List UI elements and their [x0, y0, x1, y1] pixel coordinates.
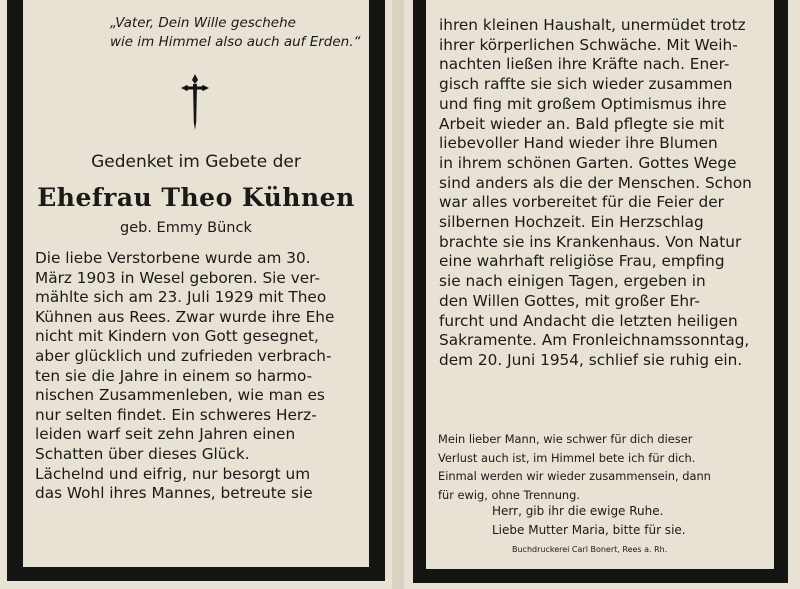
- right-mourning-border-bottom: [413, 569, 788, 583]
- text-line: Herr, gib ihr die ewige Ruhe.: [492, 504, 664, 518]
- text-line: dem 20. Juni 1954, schlief sie ruhig ein.: [439, 350, 743, 369]
- text-line: sind anders als die der Menschen. Schon: [439, 173, 752, 192]
- text-line: war alles vorbereitet für die Feier der: [439, 193, 724, 212]
- text-line: Liebe Mutter Maria, bitte für sie.: [492, 522, 686, 537]
- text-line: liebevoller Hand wieder ihre Blumen: [439, 134, 718, 153]
- text-line: nachten ließen ihre Kräfte nach. Ener-: [439, 55, 730, 74]
- farewell-message: [438, 430, 711, 504]
- text-line: nicht mit Kindern von Gott gesegnet,: [35, 327, 319, 346]
- text-line: für ewig, ohne Trennung.: [438, 487, 580, 502]
- text-line: nur selten findet. Ein schweres Herz-: [35, 405, 317, 424]
- text-line: Arbeit wieder an. Bald pflegte sie mit: [439, 114, 725, 133]
- text-line: Verlust auch ist, im Himmel bete ich für dich.: [438, 450, 696, 465]
- card-fold: [392, 0, 404, 589]
- left-mourning-border-left: [7, 0, 23, 581]
- text-line: März 1903 in Wesel geboren. Sie ver-: [35, 268, 320, 287]
- right-biography-text: [439, 16, 752, 371]
- left-mourning-border-bottom: [7, 567, 385, 581]
- text-line: ten sie die Jahre in einem so harmo-: [35, 366, 313, 385]
- text-line: Kühnen aus Rees. Zwar wurde ihre Ehe: [35, 307, 335, 326]
- text-line: Einmal werden wir wieder zusammensein, dann: [438, 469, 711, 483]
- closing-prayer: [492, 502, 686, 539]
- text-line: das Wohl ihres Mannes, betreute sie: [35, 484, 313, 503]
- text-line: eine wahrhaft religiöse Frau, empfing: [439, 252, 725, 271]
- text-line: aber glücklich und zufrieden verbrach-: [35, 346, 332, 365]
- right-mourning-border-left: [413, 0, 426, 581]
- text-line: furcht und Andacht die letzten heiligen: [439, 311, 738, 330]
- text-line: ihren kleinen Haushalt, unermüdet trotz: [439, 16, 746, 34]
- text-line: gisch raffte sie sich wieder zusammen: [439, 75, 733, 94]
- text-line: Mein lieber Mann, wie schwer für dich dieser: [438, 432, 693, 446]
- bible-motto: [110, 14, 361, 52]
- text-line: Lächelnd und eifrig, nur besorgt um: [35, 464, 311, 483]
- text-line: Die liebe Verstorbene wurde am 30.: [35, 249, 311, 267]
- text-line: silbernen Hochzeit. Ein Herzschlag: [439, 213, 704, 232]
- text-line: und fing mit großem Optimismus ihre: [439, 94, 727, 113]
- text-line: mählte sich am 23. Juli 1929 mit Theo: [35, 288, 327, 307]
- left-biography-text: [35, 249, 334, 504]
- text-line: sie nach einigen Tagen, ergeben in: [439, 272, 706, 291]
- text-line: wie im Himmel also auch auf Erden.“: [110, 34, 361, 50]
- text-line: den Willen Gottes, mit großer Ehr-: [439, 291, 700, 310]
- text-line: leiden warf seit zehn Jahren einen: [35, 425, 296, 444]
- birth-name: geb. Emmy Bünck: [120, 220, 252, 236]
- text-line: brachte sie ins Krankenhaus. Von Natur: [439, 232, 742, 251]
- text-line: ihrer körperlichen Schwäche. Mit Weih-: [439, 35, 738, 54]
- intro-line: Gedenket im Gebete der: [91, 152, 301, 172]
- printer-imprint: Buchdruckerei Carl Bonert, Rees a. Rh.: [512, 545, 668, 554]
- text-line: „Vater, Dein Wille geschehe: [110, 15, 296, 31]
- text-line: Schatten über dieses Glück.: [35, 444, 250, 463]
- text-line: nischen Zusammenleben, wie man es: [35, 386, 325, 405]
- left-mourning-border-right: [369, 0, 385, 581]
- right-mourning-border-right: [774, 0, 788, 581]
- deceased-name: Ehefrau Theo Kühnen: [37, 183, 355, 212]
- text-line: Sakramente. Am Fronleichnamssonntag,: [439, 331, 750, 350]
- latin-cross-ornament-icon: [178, 72, 212, 132]
- text-line: in ihrem schönen Garten. Gottes Wege: [439, 153, 737, 172]
